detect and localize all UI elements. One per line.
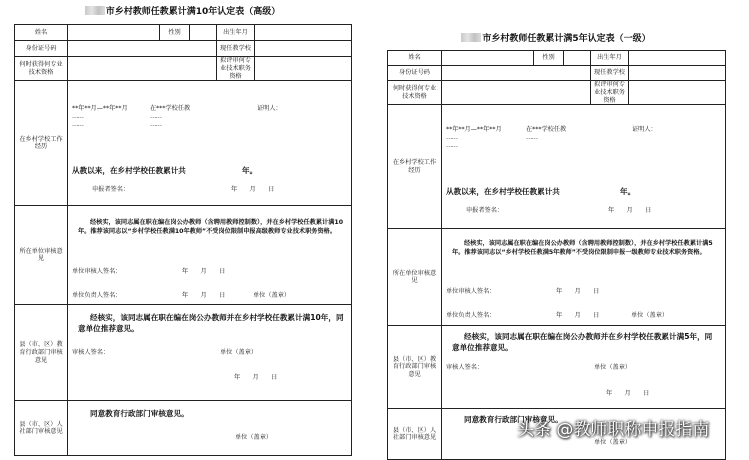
years-summary: 从教以来，在乡村学校任教累计共 [72,166,186,176]
school-opinion-text: 经核实，该同志属在职在编在岗公办教师（含聘用教师控制数），并在乡村学校任教累计满10年。推荐该同志以“乡村学校任教满10年教师”不受岗位限制申报高级教师专业技术职务资格。 [78,219,344,235]
exp-dots: …… [526,134,538,142]
years-summary: 从教以来，在乡村学校任教累计共 [446,187,560,197]
id-number-field[interactable] [68,41,217,57]
county-hr-text: 同意教育行政部门审核意见。 [90,409,189,419]
school-opinion-label: 所在单位审核意见 [388,229,442,326]
county-edu-field[interactable] [442,326,726,409]
current-school-field[interactable] [255,41,352,57]
qualification-field[interactable] [442,81,591,105]
exp-dots: …… [150,113,162,121]
id-number-label: 身份证号码 [15,41,68,57]
witness-label: 证明人： [257,105,282,113]
unit-seal: 单位（盖章） [253,292,291,300]
unit-seal: 单位（盖章） [631,312,669,320]
head-signature-label: 单位负责人签名： [446,312,496,320]
name-field[interactable] [442,51,534,66]
experience-field[interactable] [68,81,352,206]
county-edu-text: 经核实，该同志属在职在编在岗公办教师并在乡村学校任教累计满10年，同意单位推荐意见。 [78,313,344,333]
school-opinion-field[interactable] [442,229,726,326]
county-edu-label: 县（市、区）教育行政部门审核意见 [15,305,68,401]
hr-seal: 单位（盖章） [235,434,273,442]
applicant-signature-label: 申报者签名： [92,186,130,194]
exp-dots: …… [150,121,162,129]
redacted-city [461,33,481,42]
current-school-label: 现任教学校 [217,41,255,57]
years-unit: 年。 [242,166,258,176]
reviewer-date: 年 月 日 [182,268,226,276]
platform-watermark: 头条 @教师职称申报指南 [517,420,710,440]
exp-dots: …… [72,113,84,121]
head-signature-label: 单位负责人签名： [72,292,122,300]
experience-label: 在乡村学校工作经历 [388,105,442,229]
gender-field[interactable] [190,25,217,41]
first-grade-certification-form [387,26,725,453]
name-label: 姓名 [388,51,442,66]
current-school-field[interactable] [629,66,726,81]
county-reviewer-label: 审核人签名： [72,349,110,357]
name-field[interactable] [68,25,160,41]
school-opinion-label: 所在单位审核意见 [15,206,68,305]
id-number-field[interactable] [442,66,591,81]
head-date: 年 月 日 [182,292,226,300]
form-title: 市乡村教师任教累计满5年认定表（一级） [387,31,725,44]
county-edu-label: 县（市、区）教育行政部门审核意见 [388,326,442,409]
exp-period: **年**月—**年**月 [72,105,128,113]
exp-dots: …… [446,142,458,150]
exp-school: 在***学校任教 [150,105,191,113]
school-opinion-field[interactable] [68,206,352,305]
school-opinion-text: 经核实，该同志属在职在编在岗公办教师（含聘用教师控制数），并在乡村学校任教累计满5年。推荐该同志以“乡村学校任教满5年教师”不受岗位限制申报一级教师专业技术职务资格。 [452,240,713,256]
qualification-label: 何时获得何专业技术资格 [388,81,442,105]
gender-label: 性别 [160,25,190,41]
form-title: 市乡村教师任教累计满10年认定表（高级） [14,4,351,17]
reviewer-date: 年 月 日 [556,288,600,296]
county-hr-text: 同意教育行政部门审核意见。 [464,415,563,425]
reviewer-signature-label: 单位审核人签名： [446,288,496,296]
county-date: 年 月 日 [606,390,650,398]
exp-dots: …… [72,121,84,129]
county-date: 年 月 日 [234,374,278,382]
senior-certification-form [14,0,351,453]
form-table [14,24,352,456]
head-date: 年 月 日 [556,312,600,320]
experience-field[interactable] [442,105,726,229]
current-school-label: 现任教学校 [591,66,629,81]
applicant-signature-label: 申报者签名： [466,207,504,215]
name-label: 姓名 [15,25,68,41]
id-number-label: 身份证号码 [388,66,442,81]
intended-title-label: 拟评审何专业技术职务资格 [591,81,629,105]
qualification-label: 何时获得何专业技术资格 [15,57,68,81]
gender-label: 性别 [534,51,564,66]
hr-seal: 单位（盖章） [594,439,632,447]
county-seal: 单位（盖章） [594,364,632,372]
birth-label: 出生年月 [591,51,629,66]
birth-field[interactable] [629,51,726,66]
county-edu-field[interactable] [68,305,352,401]
exp-dots: …… [446,134,458,142]
witness-label: 证明人： [632,126,657,134]
county-edu-text: 经核实，该同志属在职在编在岗公办教师并在乡村学校任教累计满5年，同意单位推荐意见。 [452,332,713,352]
county-seal: 单位（盖章） [220,349,258,357]
experience-label: 在乡村学校工作经历 [15,81,68,206]
reviewer-signature-label: 单位审核人签名： [72,268,122,276]
birth-label: 出生年月 [217,25,255,41]
form-table [387,50,726,460]
birth-field[interactable] [255,25,352,41]
applicant-date: 年 月 日 [608,207,652,215]
county-hr-label: 县（市、区）人社部门审核意见 [388,409,442,460]
intended-title-field[interactable] [255,57,352,81]
years-unit: 年。 [620,187,636,197]
intended-title-field[interactable] [629,81,726,105]
intended-title-label: 拟评审何专业技术职务资格 [217,57,255,81]
county-reviewer-label: 审核人签名： [446,364,484,372]
county-hr-label: 县（市、区）人社部门审核意见 [15,401,68,456]
redacted-city [85,6,105,15]
exp-period: **年**月—**年**月 [446,126,502,134]
qualification-field[interactable] [68,57,217,81]
county-hr-field[interactable] [68,401,352,456]
applicant-date: 年 月 日 [231,186,275,194]
exp-school: 在***学校任教 [526,126,567,134]
gender-field[interactable] [564,51,591,66]
